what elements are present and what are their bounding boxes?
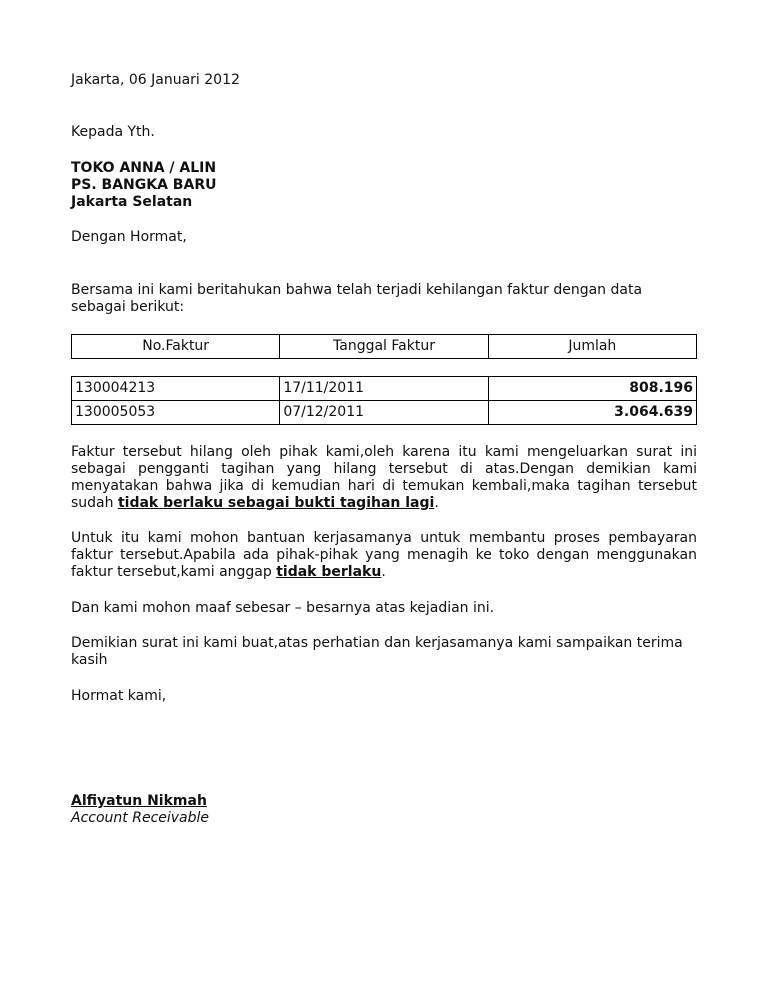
table-row [72, 401, 697, 425]
paragraph-1-emphasis: tidak berlaku sebagai bukti tagihan lagi [117, 495, 435, 511]
recipient-line2: PS. BANGKA BARU [71, 177, 217, 193]
header-tanggal-faktur: Tanggal Faktur [280, 335, 488, 359]
signatory-title: Account Receivable [71, 810, 210, 826]
paragraph-1 [71, 444, 697, 512]
paragraph-1-end: . [434, 495, 439, 511]
cell-no-faktur: 130004213 [72, 377, 280, 401]
recipient-block [71, 160, 697, 211]
recipient-line3: Jakarta Selatan [71, 194, 193, 210]
cell-tanggal: 17/11/2011 [280, 377, 488, 401]
invoice-table [71, 376, 697, 425]
cell-jumlah: 808.196 [488, 377, 696, 401]
header-no-faktur: No.Faktur [72, 335, 280, 359]
cell-no-faktur: 130005053 [72, 401, 280, 425]
signatory-name: Alfiyatun Nikmah [71, 793, 207, 809]
date-line: Jakarta, 06 Januari 2012 [71, 72, 240, 88]
salutation-to: Kepada Yth. [71, 124, 155, 140]
paragraph-4: Demikian surat ini kami buat,atas perhatian dan kerjasamanya kami sampaikan terima kasih [71, 635, 683, 668]
paragraph-1-text: Faktur tersebut hilang oleh pihak kami,oleh karena itu kami mengeluarkan surat ini sebagai pengganti tagihan yang hilang tersebut di atas.Dengan demikian kami menyatakan bahwa jika di kemudian hari di temukan kembali,maka tagihan tersebut sudah [71, 444, 697, 511]
cell-jumlah: 3.064.639 [488, 401, 696, 425]
paragraph-2 [71, 530, 697, 581]
paragraph-3: Dan kami mohon maaf sebesar – besarnya atas kejadian ini. [71, 600, 495, 616]
intro-paragraph: Bersama ini kami beritahukan bahwa telah terjadi kehilangan faktur dengan data sebagai berikut: [71, 282, 643, 315]
table-row [72, 377, 697, 401]
cell-tanggal: 07/12/2011 [280, 401, 488, 425]
invoice-header-table [71, 334, 697, 359]
recipient-line1: TOKO ANNA / ALIN [71, 160, 217, 176]
table-header-row [72, 335, 697, 359]
header-jumlah: Jumlah [488, 335, 696, 359]
paragraph-2-end: . [381, 564, 386, 580]
greeting: Dengan Hormat, [71, 229, 187, 245]
paragraph-2-emphasis: tidak berlaku [276, 564, 382, 580]
closing: Hormat kami, [71, 688, 167, 704]
paragraph-2-text: Untuk itu kami mohon bantuan kerjasamanya untuk membantu proses pembayaran faktur tersebut.Apabila ada pihak-pihak yang menagih ke toko dengan menggunakan faktur tersebut,kami anggap [71, 530, 697, 580]
signature-block [71, 793, 697, 827]
